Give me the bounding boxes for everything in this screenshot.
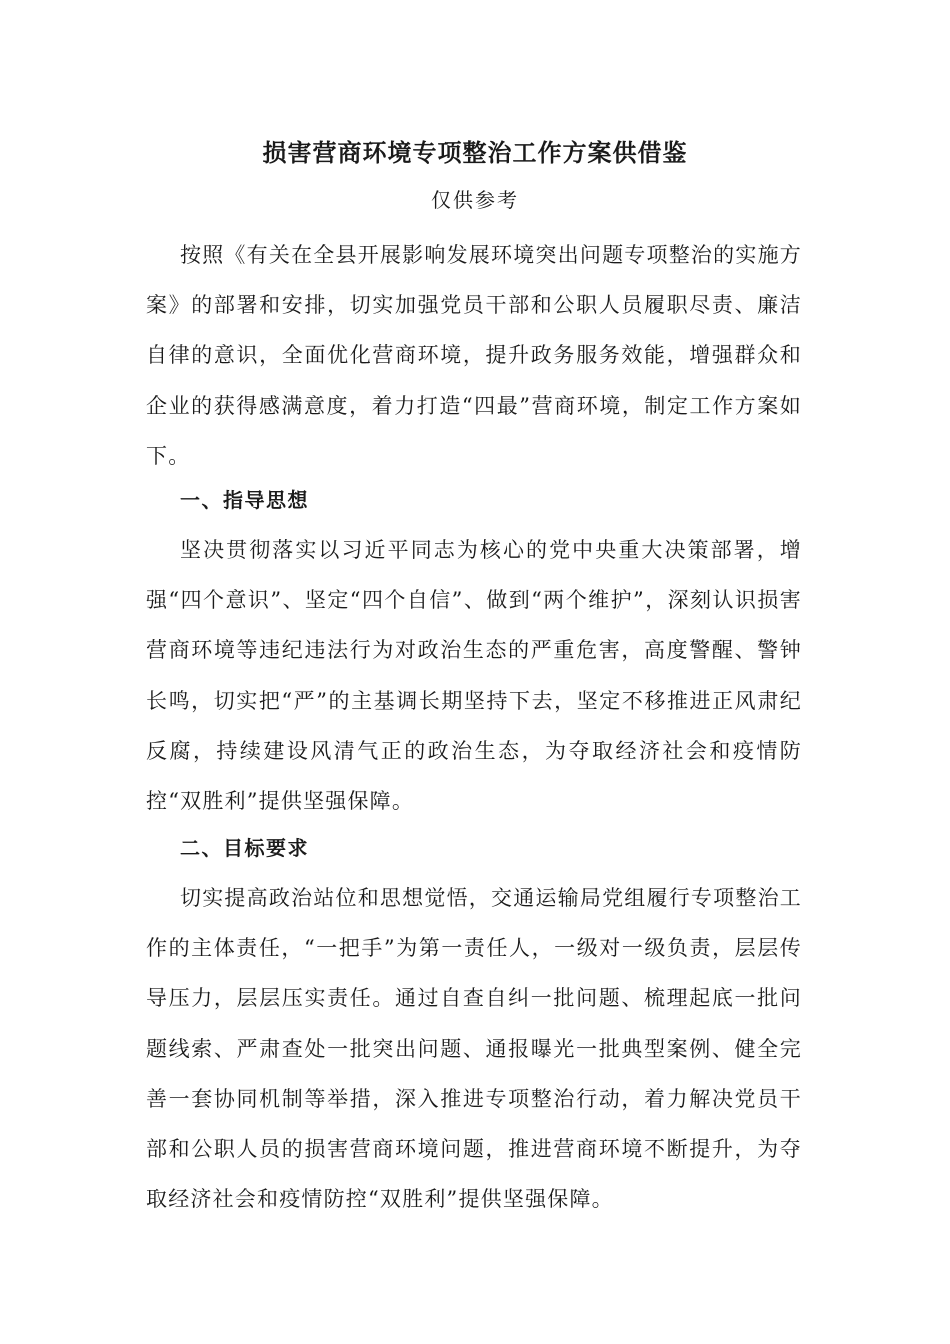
section-body-guiding-ideology: 坚决贯彻落实以习近平同志为核心的党中央重大决策部署，增强“四个意识”、坚定“四个自信”、做到“两个维护”，深刻认识损害营商环境等违纪违法行为对政治生态的严重危害，高度警醒、警钟长鸣，切实把“严”的主基调长期坚持下去，坚定不移推进正风肃纪反腐，持续建设风清气正的政治生态，为夺取经济社会和疫情防控“双胜利”提供坚强保障。 xyxy=(146,538,802,814)
section-heading-guiding-ideology: 一、指导思想 xyxy=(180,488,309,512)
document-subtitle: 仅供参考 xyxy=(431,188,519,212)
section-body-objectives: 切实提高政治站位和思想觉悟，交通运输局党组履行专项整治工作的主体责任，“一把手”为第一责任人，一级对一级负责，层层传导压力，层层压实责任。通过自查自纠一批问题、梳理起底一批问题线索、严肃查处一批突出问题、通报曝光一批典型案例、健全完善一套协同机制等举措，深入推进专项整治行动，着力解决党员干部和公职人员的损害营商环境问题，推进营商环境不断提升，为夺取经济社会和疫情防控“双胜利”提供坚强保障。 xyxy=(146,886,802,1212)
document-title: 损害营商环境专项整治工作方案供借鉴 xyxy=(262,138,688,167)
section-heading-objectives: 二、目标要求 xyxy=(180,836,309,860)
intro-paragraph: 按照《有关在全县开展影响发展环境突出问题专项整治的实施方案》的部署和安排，切实加强党员干部和公职人员履职尽责、廉洁自律的意识，全面优化营商环境，提升政务服务效能，增强群众和企业的获得感满意度，着力打造“四最”营商环境，制定工作方案如下。 xyxy=(146,243,802,468)
